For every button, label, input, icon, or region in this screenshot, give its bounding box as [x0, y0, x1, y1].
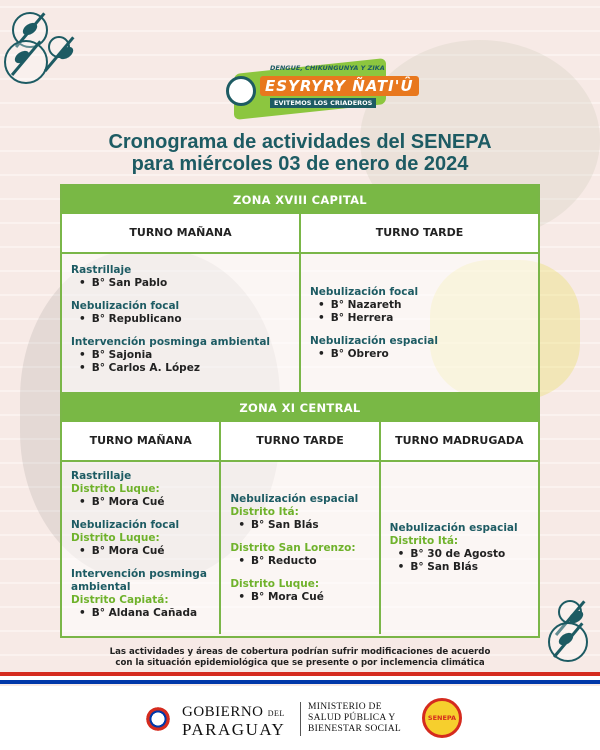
turn-header: TURNO MAÑANA — [62, 422, 221, 460]
campaign-logo — [212, 62, 414, 118]
disclaimer-line: Las actividades y áreas de cobertura podrían sufrir modificaciones de acuerdo — [109, 647, 491, 657]
place-item: • B° Herrera — [310, 312, 529, 325]
place-item: • B° 30 de Agosto — [390, 548, 529, 561]
logo-sub-text: EVITEMOS LOS CRIADEROS — [270, 98, 376, 108]
place-item: • B° San Blás — [390, 561, 529, 574]
page-title-line1: Cronograma de actividades del SENEPA — [108, 131, 492, 153]
place-item: • B° Reducto — [230, 555, 369, 568]
flag-stripes — [0, 672, 600, 686]
district-label: Distrito Itá: — [389, 535, 459, 547]
place-item: • B° Sajonia — [71, 349, 290, 362]
place-item: • B° Obrero — [310, 348, 529, 361]
turn-header: TURNO MAÑANA — [62, 214, 301, 252]
place-item: • B° Mora Cué — [230, 591, 369, 604]
district-label: Distrito Luque: — [71, 532, 160, 544]
place-item: • B° Nazareth — [310, 299, 529, 312]
activity-label: ambiental — [71, 581, 131, 593]
mosquito-mascot-icon — [226, 76, 256, 106]
activity-label: Rastrillaje — [71, 264, 132, 276]
activity-label: Nebulización espacial — [389, 522, 518, 534]
ministry-name: MINISTERIO DE SALUD PÚBLICA Y BIENESTAR SOCIAL — [308, 702, 401, 734]
page-title-line2: para miércoles 03 de enero de 2024 — [131, 153, 469, 175]
place-item: • B° Aldana Cañada — [71, 607, 210, 620]
mosquito-ban-icon — [558, 600, 582, 624]
zone-header: ZONA XVIII CAPITAL — [62, 186, 538, 214]
district-label: Distrito San Lorenzo: — [230, 541, 356, 554]
schedule-row — [62, 462, 538, 634]
zone-central-table — [60, 394, 540, 638]
disclaimer-note — [0, 647, 600, 669]
place-item: • B° Republicano — [71, 313, 290, 326]
district-label: Distrito Luque: — [71, 483, 160, 495]
zone-capital-table — [60, 184, 540, 394]
turn-header-row — [62, 214, 538, 254]
mosquito-ban-icon — [48, 36, 70, 58]
turn-header: TURNO TARDE — [375, 226, 464, 239]
zone-header: ZONA XI CENTRAL — [62, 394, 538, 422]
district-label: Distrito Capiatá: — [71, 594, 169, 606]
paraguay-seal-icon — [143, 704, 173, 734]
activity-label: Nebulización focal — [71, 300, 180, 312]
activity-label: Intervención posminga — [71, 568, 207, 580]
district-label: Distrito Luque: — [230, 577, 320, 590]
senepa-logo: SENEPA — [422, 698, 462, 738]
turn-header: TURNO TARDE — [221, 422, 380, 460]
schedule-row — [62, 254, 538, 392]
activity-label: Nebulización espacial — [230, 492, 359, 505]
turn-header: TURNO MADRUGADA — [395, 434, 524, 447]
activity-label: Nebulización focal — [71, 519, 180, 531]
place-item: • B° Carlos A. López — [71, 362, 290, 375]
activity-label: Nebulización focal — [310, 285, 419, 298]
dawn-cell — [381, 462, 538, 634]
turn-header-row — [62, 422, 538, 462]
footer — [0, 686, 600, 750]
place-item: • B° Mora Cué — [71, 496, 210, 509]
morning-cell — [62, 462, 221, 634]
morning-cell — [62, 254, 301, 392]
disclaimer-line: con la situación epidemiológica que se presente o por inclemencia climática — [115, 658, 485, 668]
district-label: Distrito Itá: — [230, 505, 299, 518]
logo-top-text: DENGUE, CHIKUNGUNYA Y ZIKA — [270, 64, 385, 72]
government-name-line2: PARAGUAY — [182, 720, 286, 739]
afternoon-cell — [301, 254, 538, 392]
activity-label: Nebulización espacial — [310, 334, 438, 347]
place-item: • B° San Pablo — [71, 277, 290, 290]
mosquito-ban-icon — [4, 40, 48, 84]
activity-label: Intervención posminga ambiental — [71, 336, 271, 348]
government-name-line1: GOBIERNO DEL — [182, 704, 285, 720]
footer-divider — [300, 702, 301, 736]
logo-main-text: ESYRYRY ÑATI'Û — [260, 76, 419, 96]
place-item: • B° Mora Cué — [71, 545, 210, 558]
afternoon-cell — [221, 462, 380, 634]
place-item: • B° San Blás — [230, 519, 369, 532]
activity-label: Rastrillaje — [71, 470, 132, 482]
